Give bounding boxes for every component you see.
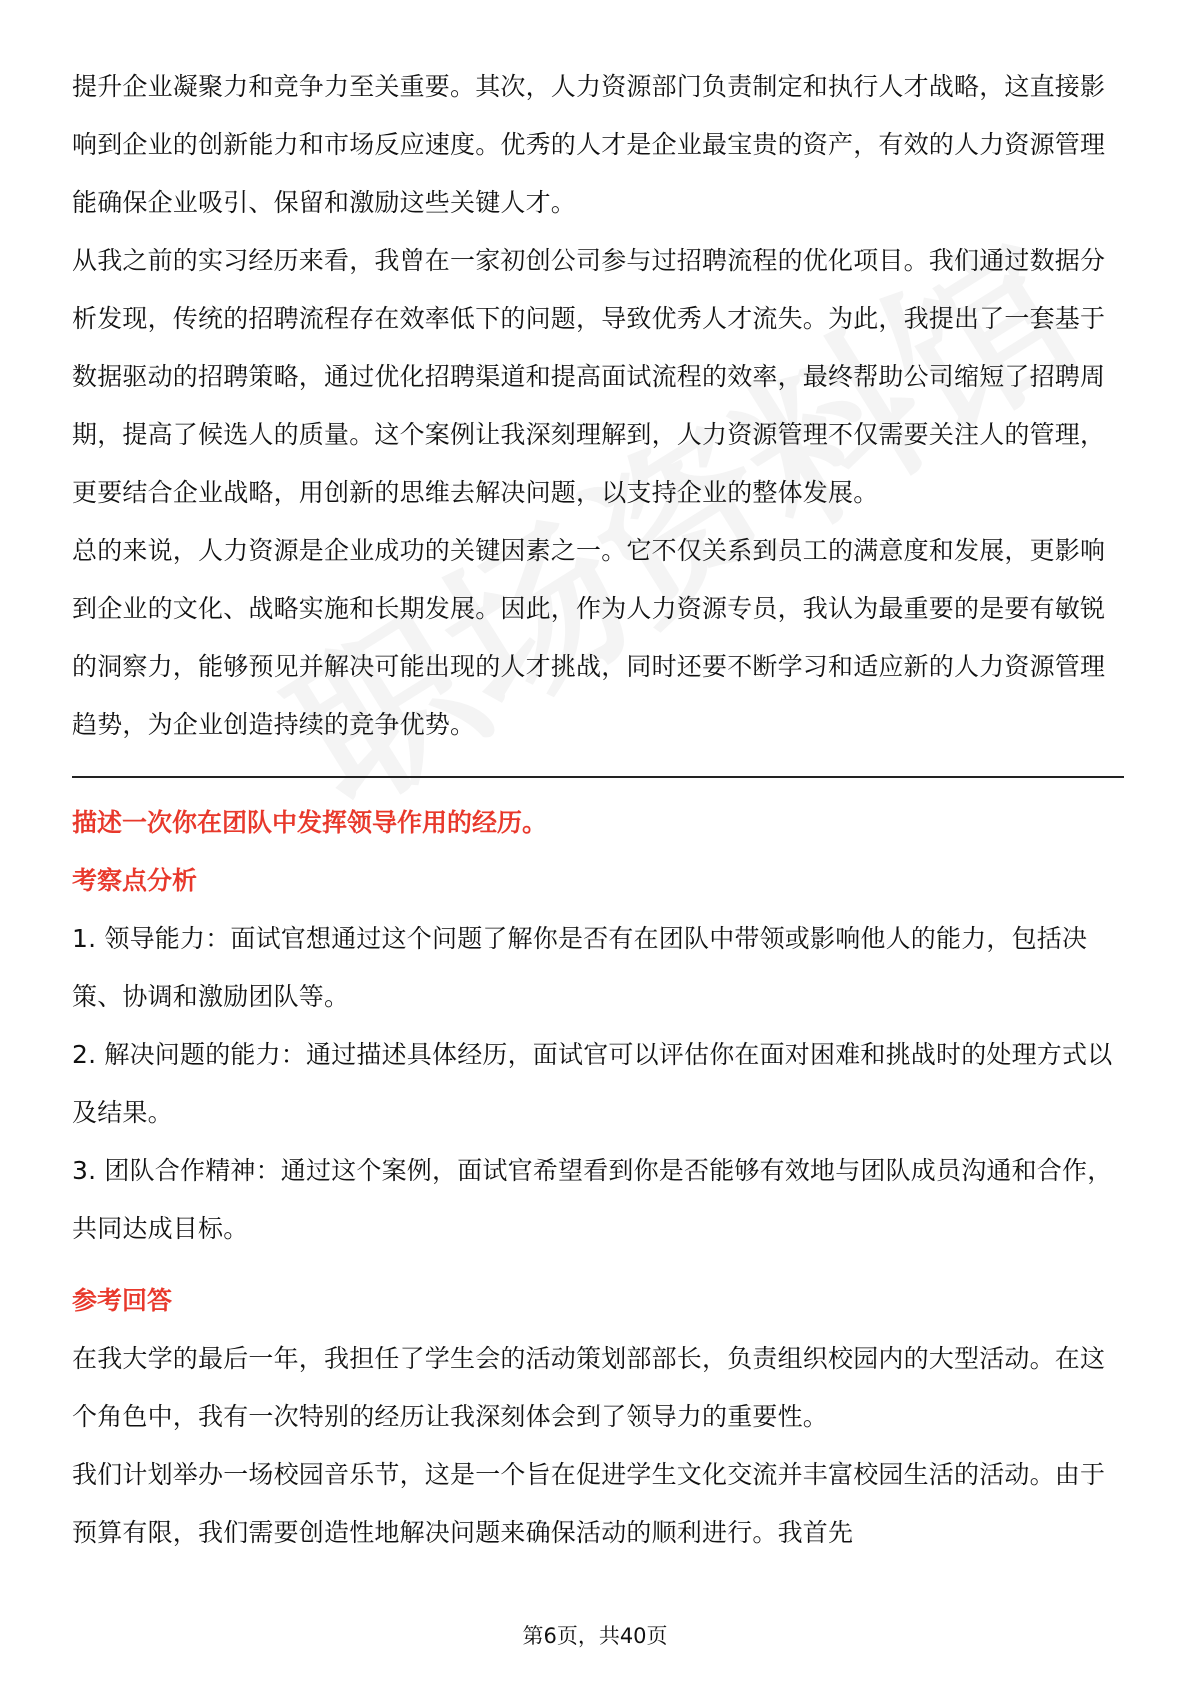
analysis-item-3: 3. 团队合作精神：通过这个案例，面试官希望看到你是否能够有效地与团队成员沟通和合作，共同达成目标。 [72, 1156, 1113, 1243]
intro-paragraph-2: 从我之前的实习经历来看，我曾在一家初创公司参与过招聘流程的优化项目。我们通过数据分析发现，传统的招聘流程存在效率低下的问题，导致优秀人才流失。为此，我提出了一套基于数据驱动的招聘策略，通过优化招聘渠道和提高面试流程的效率，最终帮助公司缩短了招聘周期，提高了候选人的质量。这个案例让我深刻理解到，人力资源管理不仅需要关注人的管理，更要结合企业战略，用创新的思维去解决问题，以支持企业的整体发展。 [72, 246, 1106, 507]
analysis-item-2: 2. 解决问题的能力：通过描述具体经历，面试官可以评估你在面对困难和挑战时的处理方式以及结果。 [72, 1040, 1113, 1127]
answer-paragraph-2: 我们计划举办一场校园音乐节，这是一个旨在促进学生文化交流并丰富校园生活的活动。由于预算有限，我们需要创造性地解决问题来确保活动的顺利进行。我首先 [72, 1460, 1106, 1547]
analysis-heading: 考察点分析 [72, 866, 198, 895]
page-number: 第6页，共40页 [522, 1624, 668, 1648]
document-page [72, 58, 1124, 1562]
answer-paragraph-1: 在我大学的最后一年，我担任了学生会的活动策划部部长，负责组织校园内的大型活动。在这个角色中，我有一次特别的经历让我深刻体会到了领导力的重要性。 [72, 1344, 1106, 1431]
intro-paragraph-1: 提升企业凝聚力和竞争力至关重要。其次，人力资源部门负责制定和执行人才战略，这直接影响到企业的创新能力和市场反应速度。优秀的人才是企业最宝贵的资产，有效的人力资源管理能确保企业吸引、保留和激励这些关键人才。 [72, 72, 1106, 217]
section-divider [72, 776, 1124, 778]
analysis-item-1: 1. 领导能力：面试官想通过这个问题了解你是否有在团队中带领或影响他人的能力，包括决策、协调和激励团队等。 [72, 924, 1088, 1011]
answer-heading: 参考回答 [72, 1286, 173, 1315]
question-title: 描述一次你在团队中发挥领导作用的经历。 [72, 808, 548, 837]
intro-paragraph-3: 总的来说，人力资源是企业成功的关键因素之一。它不仅关系到员工的满意度和发展，更影响到企业的文化、战略实施和长期发展。因此，作为人力资源专员，我认为最重要的是要有敏锐的洞察力，能够预见并解决可能出现的人才挑战，同时还要不断学习和适应新的人力资源管理趋势，为企业创造持续的竞争优势。 [72, 536, 1106, 739]
